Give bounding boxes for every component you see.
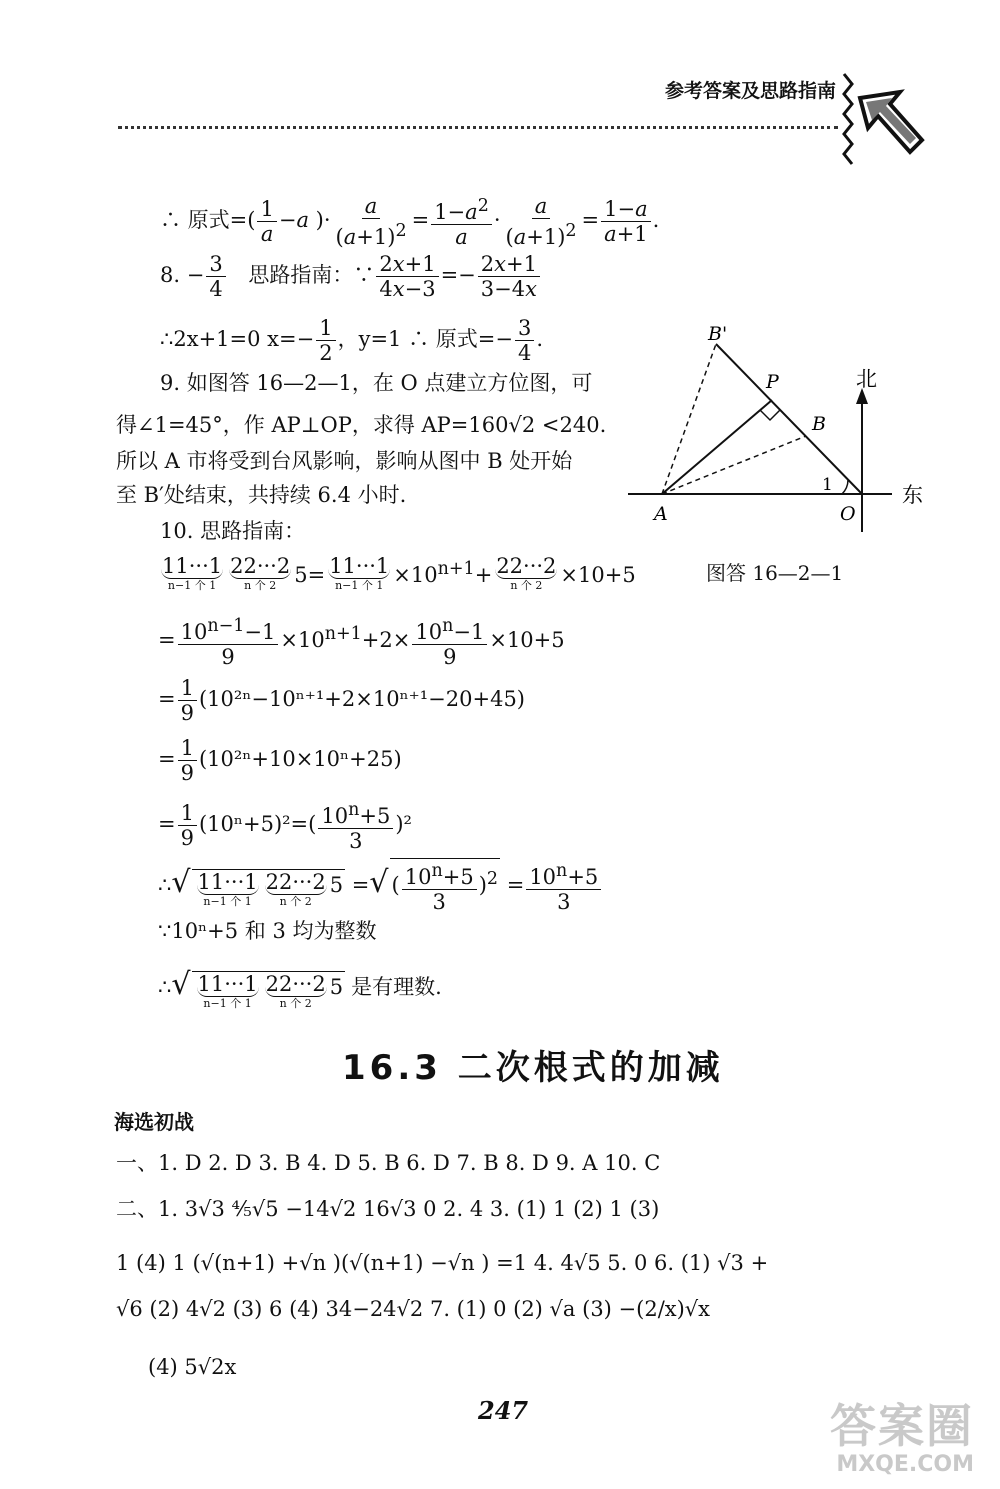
fraction: $\frac{10^{n-1}-1}{9}$ — [178, 614, 279, 669]
fraction: $\frac{a}{(a+1)^2}$ — [335, 194, 407, 249]
watermark-logo-text: 答案圈 — [830, 1399, 974, 1453]
fraction: $\frac{2x+1}{3-4x}$ — [478, 252, 540, 301]
underbrace-term: 11···1 n−1 个 1 — [329, 554, 390, 592]
underbrace-term: 22···2 n 个 2 — [496, 554, 557, 592]
header-arrow-icon — [838, 70, 928, 170]
solution-line-7: 至 B′处结束，共持续 6.4 小时. — [116, 483, 407, 507]
solution-line-3: ∴2x+1=0 x=− $\frac{1}{2}$ ，y=1 ∴ 原式=− $\frac{3}{4}$ . — [160, 316, 544, 365]
line-a-b — [662, 436, 806, 494]
label-p: P — [766, 371, 779, 393]
fraction: $\frac{10^n+5}{3}$ — [318, 798, 393, 853]
answers-row-3: 1 (4) 1 (√(n+1) +√n )(√(n+1) −√n ) =1 4. 4√5 5. 0 6. (1) √3 + — [116, 1251, 769, 1275]
section-title: 16.3 二次根式的加减 — [342, 1048, 724, 1088]
solution-line-6: 所以 A 市将受到台风影响，影响从图中 B 处开始 — [116, 449, 573, 473]
fraction: $\frac{1}{a}$ — [257, 197, 276, 246]
watermark — [830, 1400, 974, 1478]
figure-caption: 图答 16—2—1 — [706, 561, 844, 585]
solution-line-5: 得∠1=45°，作 AP⊥OP，求得 AP=160√2 <240. — [116, 413, 607, 437]
solution-line-12: = $\frac{1}{9}$ (10²ⁿ+10×10ⁿ+25) — [158, 736, 402, 785]
line-bprime-o — [716, 344, 862, 494]
direction-diagram — [620, 320, 940, 540]
page-number: 247 — [478, 1396, 529, 1425]
fraction: $\frac{1-a^2}{a}$ — [431, 194, 492, 249]
header-title: 参考答案及思路指南 — [664, 80, 836, 102]
solution-line-1: ∴ 原式=( $\frac{1}{a}$ −a )· $\frac{a}{(a+1)^2}$ = $\frac{1-a^2}{a}$ · $\frac{a}{(a+1)^2}$ = $\frac{1-a}{a+1}$ . — [160, 194, 660, 249]
fraction: $\frac{1}{9}$ — [178, 676, 197, 725]
fraction: $\frac{10^n-1}{9}$ — [412, 614, 487, 669]
solution-line-8: 10. 思路指南： — [160, 519, 306, 543]
label-angle-1: 1 — [822, 475, 833, 495]
radical: 11···1 n−1 个 1 22···2 n 个 2 5 — [192, 971, 346, 1011]
label-b: B — [812, 413, 826, 435]
underbrace-term: 22···2 n 个 2 — [230, 554, 291, 592]
fraction: $\frac{1}{9}$ — [178, 801, 197, 850]
answers-row-1: 一、1. D 2. D 3. B 4. D 5. B 6. D 7. B 8. D 9. A 10. C — [116, 1151, 661, 1175]
angle-arc — [842, 480, 848, 494]
fraction: $\frac{1}{9}$ — [178, 736, 197, 785]
fraction: $\frac{1-a}{a+1}$ — [601, 197, 651, 246]
answers-row-2: 二、1. 3√3 ⁴⁄₅√5 −14√2 16√3 0 2. 4 3. (1) 1 (2) 1 (3) — [116, 1197, 660, 1221]
label-north: 北 — [856, 367, 877, 391]
solution-line-15: ∵10ⁿ+5 和 3 均为整数 — [158, 919, 377, 943]
solution-line-10: = $\frac{10^{n-1}-1}{9}$ $\times 10^{n+1}+2\times$ $\frac{10^n-1}{9}$ ×10+5 — [158, 616, 565, 669]
answers-row-5: (4) 5√2x — [148, 1355, 237, 1379]
fraction: $\frac{a}{(a+1)^2}$ — [505, 194, 577, 249]
header-dotted-rule — [118, 126, 838, 129]
fraction: $\frac{3}{4}$ — [206, 252, 225, 301]
section-subhead: 海选初战 — [114, 1110, 194, 1134]
solution-line-2: 8. − $\frac{3}{4}$ 思路指南：∵ $\frac{2x+1}{4x-3}$ =− $\frac{2x+1}{3-4x}$ — [160, 252, 542, 301]
radical: 11···1 n−1 个 1 22···2 n 个 2 5 — [192, 869, 346, 909]
answers-row-4: √6 (2) 4√2 (3) 6 (4) 34−24√2 7. (1) 0 (2) √a (3) −(2/x)√x — [116, 1297, 711, 1321]
solution-line-16: ∴√ 11···1 n−1 个 1 22···2 n 个 2 5 是有理数. — [158, 967, 442, 1010]
fraction: $\frac{1}{2}$ — [316, 316, 335, 365]
line1-prefix: ∴ 原式= — [160, 208, 248, 232]
solution-line-14: ∴√ 11···1 n−1 个 1 22···2 n 个 2 5 =√ ( $\frac{10^n+5}{3}$ )$^2$ = $\frac{10^n+5}{3}$ — [158, 858, 603, 914]
solution-line-13: = $\frac{1}{9}$ (10ⁿ+5)²=( $\frac{10^n+5}{3}$ )² — [158, 800, 412, 853]
underbrace-term: 11···1 n−1 个 1 — [162, 554, 223, 592]
label-o: O — [840, 503, 856, 525]
fraction: $\frac{2x+1}{4x-3}$ — [376, 252, 438, 301]
radical: ( $\frac{10^n+5}{3}$ )$^2$ — [390, 858, 501, 914]
solution-line-9: 11···1 n−1 个 1 22···2 n 个 2 5= 11···1 n−1 个 1 $\times 10^{n+1}+$ 22···2 n 个 2 ×10+5 — [162, 554, 636, 592]
fraction: $\frac{3}{4}$ — [515, 316, 534, 365]
right-angle-mark — [760, 410, 780, 420]
label-bprime: B' — [708, 323, 728, 345]
watermark-url: MXQE.COM — [836, 1452, 974, 1477]
label-a: A — [654, 503, 668, 525]
label-east: 东 — [902, 483, 923, 507]
solution-line-11: = $\frac{1}{9}$ (10²ⁿ−10ⁿ⁺¹+2×10ⁿ⁺¹−20+45) — [158, 676, 525, 725]
fraction: $\frac{10^n+5}{3}$ — [526, 859, 601, 914]
solution-line-4: 9. 如图答 16—2—1，在 O 点建立方位图，可 — [160, 371, 593, 395]
